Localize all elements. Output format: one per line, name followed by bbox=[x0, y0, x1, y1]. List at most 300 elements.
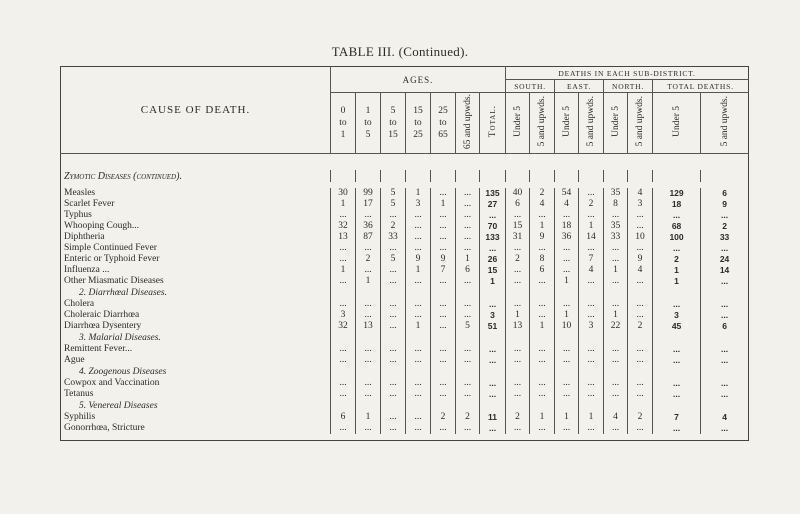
table-cell: ... bbox=[456, 355, 480, 366]
table-cell: 87 bbox=[356, 232, 381, 243]
table-cell: 1 bbox=[456, 254, 480, 265]
table-cell: ... bbox=[604, 254, 628, 265]
table-cell: 33 bbox=[701, 232, 749, 243]
empty-cell bbox=[356, 400, 381, 412]
table-cell: 4 bbox=[604, 412, 628, 423]
table-cell: 33 bbox=[604, 232, 628, 243]
table-cell: ... bbox=[406, 423, 431, 434]
table-cell: ... bbox=[604, 423, 628, 434]
table-cell: 4 bbox=[579, 265, 604, 276]
empty-cell bbox=[604, 366, 628, 378]
north-header: NORTH. bbox=[604, 80, 653, 93]
table-cell: ... bbox=[530, 389, 555, 400]
empty-cell bbox=[356, 332, 381, 344]
table-cell: 1 bbox=[356, 276, 381, 287]
table-cell: 2 bbox=[701, 221, 749, 232]
cause-label: Whooping Cough... bbox=[64, 221, 139, 231]
table-cell: ... bbox=[653, 210, 701, 221]
table-cell: ... bbox=[331, 243, 356, 254]
table-cell: 1 bbox=[331, 265, 356, 276]
cause-label: Typhus bbox=[64, 210, 92, 220]
table-cell: ... bbox=[555, 344, 579, 355]
empty-cell bbox=[381, 366, 406, 378]
table-cell: 27 bbox=[480, 199, 506, 210]
table-cell: ... bbox=[431, 243, 456, 254]
table-cell: 31 bbox=[506, 232, 530, 243]
table-cell: 4 bbox=[628, 188, 653, 199]
table-cell: ... bbox=[701, 243, 749, 254]
empty-cell bbox=[331, 400, 356, 412]
table-cell: ... bbox=[456, 243, 480, 254]
empty-cell bbox=[431, 170, 456, 182]
table-cell: ... bbox=[456, 188, 480, 199]
table-cell: 1 bbox=[506, 310, 530, 321]
empty-cell bbox=[431, 366, 456, 378]
table-cell: ... bbox=[628, 378, 653, 389]
table-row bbox=[61, 232, 749, 243]
cause-label: Simple Continued Fever bbox=[64, 243, 157, 253]
table-cell: ... bbox=[555, 389, 579, 400]
table-row bbox=[61, 276, 749, 287]
table-cell: 3 bbox=[579, 321, 604, 332]
table-cell: ... bbox=[530, 276, 555, 287]
table-cell: ... bbox=[579, 344, 604, 355]
table-cell: 1 bbox=[331, 199, 356, 210]
table-cell: 14 bbox=[579, 232, 604, 243]
empty-cell bbox=[628, 366, 653, 378]
table-cell: ... bbox=[356, 378, 381, 389]
table-cell: ... bbox=[480, 378, 506, 389]
table-cell: ... bbox=[653, 299, 701, 310]
table-cell: 3 bbox=[653, 310, 701, 321]
section-heading: Zymotic Diseases (continued). bbox=[64, 170, 182, 182]
cause-label: Remittent Fever... bbox=[64, 344, 133, 354]
table-cell: ... bbox=[381, 423, 406, 434]
empty-cell bbox=[356, 366, 381, 378]
empty-cell bbox=[406, 366, 431, 378]
table-cell: 8 bbox=[604, 199, 628, 210]
table-cell: ... bbox=[628, 423, 653, 434]
table-cell: ... bbox=[579, 423, 604, 434]
empty-cell bbox=[506, 366, 530, 378]
table-cell: ... bbox=[530, 210, 555, 221]
table-cell: ... bbox=[506, 276, 530, 287]
table-cell: ... bbox=[456, 378, 480, 389]
cause-label: Enteric or Typhoid Fever bbox=[64, 254, 160, 264]
table-cell: 9 bbox=[701, 199, 749, 210]
table-cell: 1 bbox=[555, 412, 579, 423]
empty-cell bbox=[431, 332, 456, 344]
empty-cell bbox=[604, 400, 628, 412]
table-cell: ... bbox=[506, 423, 530, 434]
table-cell: 1 bbox=[530, 221, 555, 232]
table-cell: ... bbox=[456, 299, 480, 310]
table-cell: ... bbox=[381, 412, 406, 423]
table-cell: ... bbox=[579, 243, 604, 254]
table-cell: ... bbox=[579, 276, 604, 287]
table-cell: 9 bbox=[530, 232, 555, 243]
empty-cell bbox=[356, 170, 381, 182]
cause-label: Cowpox and Vaccination bbox=[64, 378, 160, 388]
table-cell: 68 bbox=[653, 221, 701, 232]
empty-cell bbox=[381, 332, 406, 344]
table-cell: ... bbox=[506, 378, 530, 389]
table-cell: ... bbox=[381, 265, 406, 276]
empty-cell bbox=[653, 287, 701, 299]
table-cell: ... bbox=[406, 299, 431, 310]
empty-cell bbox=[456, 366, 480, 378]
total-header: Total. bbox=[480, 93, 506, 154]
table-cell: ... bbox=[579, 355, 604, 366]
table-cell: ... bbox=[701, 299, 749, 310]
table-cell: 6 bbox=[530, 265, 555, 276]
cause-label: Ague bbox=[64, 355, 85, 365]
age-5-15-header: 5 to 15 bbox=[381, 93, 406, 154]
section-malarial bbox=[61, 332, 749, 344]
table-cell: ... bbox=[628, 355, 653, 366]
table-cell: ... bbox=[480, 210, 506, 221]
empty-cell bbox=[701, 170, 749, 182]
table-cell: 9 bbox=[406, 254, 431, 265]
table-cell: 1 bbox=[604, 310, 628, 321]
table-cell: ... bbox=[506, 265, 530, 276]
table-cell: 70 bbox=[480, 221, 506, 232]
empty-cell bbox=[456, 170, 480, 182]
empty-cell bbox=[331, 366, 356, 378]
table-row bbox=[61, 299, 749, 310]
table-cell: ... bbox=[431, 355, 456, 366]
table-row bbox=[61, 355, 749, 366]
table-cell: 32 bbox=[331, 221, 356, 232]
table-cell: 51 bbox=[480, 321, 506, 332]
empty-cell bbox=[456, 332, 480, 344]
section-heading: 3. Malarial Diseases. bbox=[79, 332, 161, 343]
age-0-1-header: 0 to 1 bbox=[331, 93, 356, 154]
table-cell: ... bbox=[530, 344, 555, 355]
table-cell: 9 bbox=[431, 254, 456, 265]
table-cell: ... bbox=[480, 423, 506, 434]
table-cell: ... bbox=[701, 210, 749, 221]
empty-cell bbox=[530, 170, 555, 182]
empty-cell bbox=[431, 400, 456, 412]
mortality-table bbox=[60, 66, 749, 441]
empty-cell bbox=[480, 366, 506, 378]
table-cell: 45 bbox=[653, 321, 701, 332]
empty-cell bbox=[480, 287, 506, 299]
table-cell: ... bbox=[653, 243, 701, 254]
table-cell: 2 bbox=[506, 412, 530, 423]
table-cell: ... bbox=[431, 378, 456, 389]
empty-cell bbox=[506, 170, 530, 182]
table-cell: ... bbox=[456, 423, 480, 434]
table-cell: ... bbox=[555, 243, 579, 254]
cause-label: Influenza ... bbox=[64, 265, 110, 275]
empty-cell bbox=[406, 170, 431, 182]
table-cell: ... bbox=[480, 344, 506, 355]
table-cell: 133 bbox=[480, 232, 506, 243]
total-5up-header: 5 and upwds. bbox=[701, 93, 749, 154]
empty-cell bbox=[628, 287, 653, 299]
table-cell: ... bbox=[431, 344, 456, 355]
table-cell: 36 bbox=[555, 232, 579, 243]
table-cell: ... bbox=[555, 265, 579, 276]
table-cell: 1 bbox=[579, 221, 604, 232]
table-cell: ... bbox=[628, 310, 653, 321]
table-cell: ... bbox=[555, 210, 579, 221]
table-cell: ... bbox=[356, 243, 381, 254]
table-cell: 3 bbox=[480, 310, 506, 321]
table-cell: ... bbox=[456, 344, 480, 355]
table-cell: ... bbox=[628, 299, 653, 310]
table-cell: ... bbox=[331, 378, 356, 389]
table-cell: ... bbox=[356, 310, 381, 321]
table-cell: ... bbox=[604, 276, 628, 287]
table-cell: 6 bbox=[701, 188, 749, 199]
empty-cell bbox=[653, 366, 701, 378]
table-cell: ... bbox=[406, 344, 431, 355]
table-cell: 2 bbox=[530, 188, 555, 199]
table-cell: ... bbox=[381, 321, 406, 332]
table-cell: 24 bbox=[701, 254, 749, 265]
empty-cell bbox=[381, 400, 406, 412]
table-cell: ... bbox=[356, 389, 381, 400]
table-cell: 2 bbox=[456, 412, 480, 423]
empty-cell bbox=[628, 400, 653, 412]
table-cell: 5 bbox=[381, 254, 406, 265]
cause-label: Diarrhœa Dysentery bbox=[64, 321, 142, 331]
table-cell: ... bbox=[506, 355, 530, 366]
table-cell: ... bbox=[331, 276, 356, 287]
cause-label: Syphilis bbox=[64, 412, 96, 422]
table-cell: 1 bbox=[579, 412, 604, 423]
empty-cell bbox=[381, 287, 406, 299]
south-header: SOUTH. bbox=[506, 80, 555, 93]
table-cell: 1 bbox=[530, 321, 555, 332]
table-cell: ... bbox=[356, 355, 381, 366]
table-cell: ... bbox=[381, 344, 406, 355]
table-cell: ... bbox=[381, 310, 406, 321]
table-cell: ... bbox=[506, 344, 530, 355]
empty-cell bbox=[530, 400, 555, 412]
table-cell: ... bbox=[555, 378, 579, 389]
cause-label: Measles bbox=[64, 188, 96, 198]
table-cell: ... bbox=[604, 355, 628, 366]
table-cell: ... bbox=[356, 423, 381, 434]
empty-cell bbox=[579, 170, 604, 182]
table-cell: ... bbox=[406, 389, 431, 400]
table-cell: ... bbox=[381, 389, 406, 400]
table-cell: ... bbox=[701, 423, 749, 434]
spacer-row bbox=[61, 434, 749, 441]
spacer-cell bbox=[61, 434, 749, 441]
table-cell: ... bbox=[701, 310, 749, 321]
table-cell: ... bbox=[406, 221, 431, 232]
table-cell: 2 bbox=[579, 199, 604, 210]
table-cell: ... bbox=[530, 355, 555, 366]
table-cell: 13 bbox=[331, 232, 356, 243]
table-cell: ... bbox=[628, 389, 653, 400]
table-cell: 1 bbox=[653, 265, 701, 276]
table-cell: ... bbox=[604, 378, 628, 389]
east-under5-header: Under 5 bbox=[555, 93, 579, 154]
table-cell: ... bbox=[579, 310, 604, 321]
empty-cell bbox=[506, 332, 530, 344]
table-cell: ... bbox=[653, 389, 701, 400]
table-cell: ... bbox=[331, 423, 356, 434]
table-cell: 10 bbox=[628, 232, 653, 243]
empty-cell bbox=[604, 287, 628, 299]
empty-cell bbox=[456, 287, 480, 299]
table-cell: 3 bbox=[406, 199, 431, 210]
table-cell: ... bbox=[331, 389, 356, 400]
section-zymotic bbox=[61, 170, 749, 182]
east-5up-header: 5 and upwds. bbox=[579, 93, 604, 154]
table-cell: ... bbox=[406, 412, 431, 423]
table-cell: 1 bbox=[555, 276, 579, 287]
cause-label: Other Miasmatic Diseases bbox=[64, 276, 164, 286]
table-cell: ... bbox=[431, 188, 456, 199]
empty-cell bbox=[653, 170, 701, 182]
table-row bbox=[61, 310, 749, 321]
table-cell: ... bbox=[653, 378, 701, 389]
table-cell: ... bbox=[331, 299, 356, 310]
table-cell: 1 bbox=[356, 412, 381, 423]
table-cell: ... bbox=[406, 232, 431, 243]
table-cell: ... bbox=[701, 389, 749, 400]
table-cell: ... bbox=[480, 243, 506, 254]
empty-cell bbox=[579, 366, 604, 378]
table-row bbox=[61, 243, 749, 254]
table-cell: ... bbox=[406, 378, 431, 389]
table-cell: 15 bbox=[506, 221, 530, 232]
table-cell: 2 bbox=[431, 412, 456, 423]
table-cell: 135 bbox=[480, 188, 506, 199]
table-cell: 1 bbox=[431, 199, 456, 210]
section-heading: 5. Venereal Diseases bbox=[79, 400, 158, 411]
table-cell: ... bbox=[653, 344, 701, 355]
table-cell: 11 bbox=[480, 412, 506, 423]
table-cell: 1 bbox=[653, 276, 701, 287]
table-cell: 32 bbox=[331, 321, 356, 332]
total-under5-header: Under 5 bbox=[653, 93, 701, 154]
table-cell: ... bbox=[530, 378, 555, 389]
table-cell: 30 bbox=[331, 188, 356, 199]
table-row bbox=[61, 210, 749, 221]
empty-cell bbox=[604, 332, 628, 344]
table-cell: ... bbox=[406, 310, 431, 321]
table-cell: ... bbox=[555, 355, 579, 366]
table-cell: 2 bbox=[628, 321, 653, 332]
empty-cell bbox=[653, 332, 701, 344]
table-cell: ... bbox=[381, 355, 406, 366]
north-under5-header: Under 5 bbox=[604, 93, 628, 154]
table-cell: ... bbox=[604, 243, 628, 254]
empty-cell bbox=[701, 400, 749, 412]
empty-cell bbox=[431, 287, 456, 299]
cause-label: Gonorrhœa, Stricture bbox=[64, 423, 145, 433]
table-title: TABLE III. (Continued). bbox=[331, 44, 469, 59]
empty-cell bbox=[579, 287, 604, 299]
cause-label: Scarlet Fever bbox=[64, 199, 115, 209]
table-cell: 6 bbox=[506, 199, 530, 210]
table-cell: 9 bbox=[628, 254, 653, 265]
table-cell: ... bbox=[555, 423, 579, 434]
table-cell: ... bbox=[628, 276, 653, 287]
table-cell: 5 bbox=[381, 188, 406, 199]
empty-cell bbox=[480, 400, 506, 412]
table-cell: 54 bbox=[555, 188, 579, 199]
table-cell: ... bbox=[653, 423, 701, 434]
age-15-25-header: 15 to 25 bbox=[406, 93, 431, 154]
north-5up-header: 5 and upwds. bbox=[628, 93, 653, 154]
table-row bbox=[61, 265, 749, 276]
empty-cell bbox=[530, 366, 555, 378]
table-cell: 6 bbox=[456, 265, 480, 276]
table-cell: ... bbox=[530, 423, 555, 434]
table-row bbox=[61, 423, 749, 434]
table-cell: 17 bbox=[356, 199, 381, 210]
table-cell: ... bbox=[506, 210, 530, 221]
cause-label: Tetanus bbox=[64, 389, 94, 399]
table-cell: ... bbox=[701, 378, 749, 389]
table-cell: 2 bbox=[381, 221, 406, 232]
empty-cell bbox=[331, 287, 356, 299]
table-cell: ... bbox=[406, 355, 431, 366]
empty-cell bbox=[506, 287, 530, 299]
table-cell: ... bbox=[406, 276, 431, 287]
empty-cell bbox=[628, 332, 653, 344]
east-header: EAST. bbox=[555, 80, 604, 93]
table-cell: 35 bbox=[604, 188, 628, 199]
table-body bbox=[61, 154, 749, 441]
table-cell: ... bbox=[456, 232, 480, 243]
table-cell: ... bbox=[480, 355, 506, 366]
table-cell: ... bbox=[431, 389, 456, 400]
empty-cell bbox=[406, 332, 431, 344]
empty-cell bbox=[604, 170, 628, 182]
table-cell: ... bbox=[431, 221, 456, 232]
table-cell: 4 bbox=[530, 199, 555, 210]
table-cell: ... bbox=[431, 299, 456, 310]
deaths-subdistrict-header: DEATHS IN EACH SUB-DISTRICT. bbox=[506, 67, 749, 80]
table-cell: ... bbox=[356, 299, 381, 310]
spacer-cell bbox=[61, 154, 749, 171]
table-cell: 1 bbox=[555, 310, 579, 321]
table-cell: 4 bbox=[628, 265, 653, 276]
table-row bbox=[61, 378, 749, 389]
table-cell: 1 bbox=[480, 276, 506, 287]
table-row bbox=[61, 254, 749, 265]
table-cell: ... bbox=[431, 310, 456, 321]
table-cell: ... bbox=[381, 276, 406, 287]
table-cell: ... bbox=[456, 310, 480, 321]
empty-cell bbox=[506, 400, 530, 412]
empty-cell bbox=[555, 366, 579, 378]
table-cell: ... bbox=[628, 221, 653, 232]
empty-cell bbox=[701, 366, 749, 378]
empty-cell bbox=[331, 332, 356, 344]
table-cell: 26 bbox=[480, 254, 506, 265]
table-cell: ... bbox=[456, 210, 480, 221]
table-cell: ... bbox=[381, 210, 406, 221]
table-cell: ... bbox=[456, 199, 480, 210]
table-cell: ... bbox=[579, 378, 604, 389]
table-cell: 13 bbox=[506, 321, 530, 332]
age-1-5-header: 1 to 5 bbox=[356, 93, 381, 154]
table-cell: 5 bbox=[381, 199, 406, 210]
empty-cell bbox=[480, 170, 506, 182]
empty-cell bbox=[555, 287, 579, 299]
